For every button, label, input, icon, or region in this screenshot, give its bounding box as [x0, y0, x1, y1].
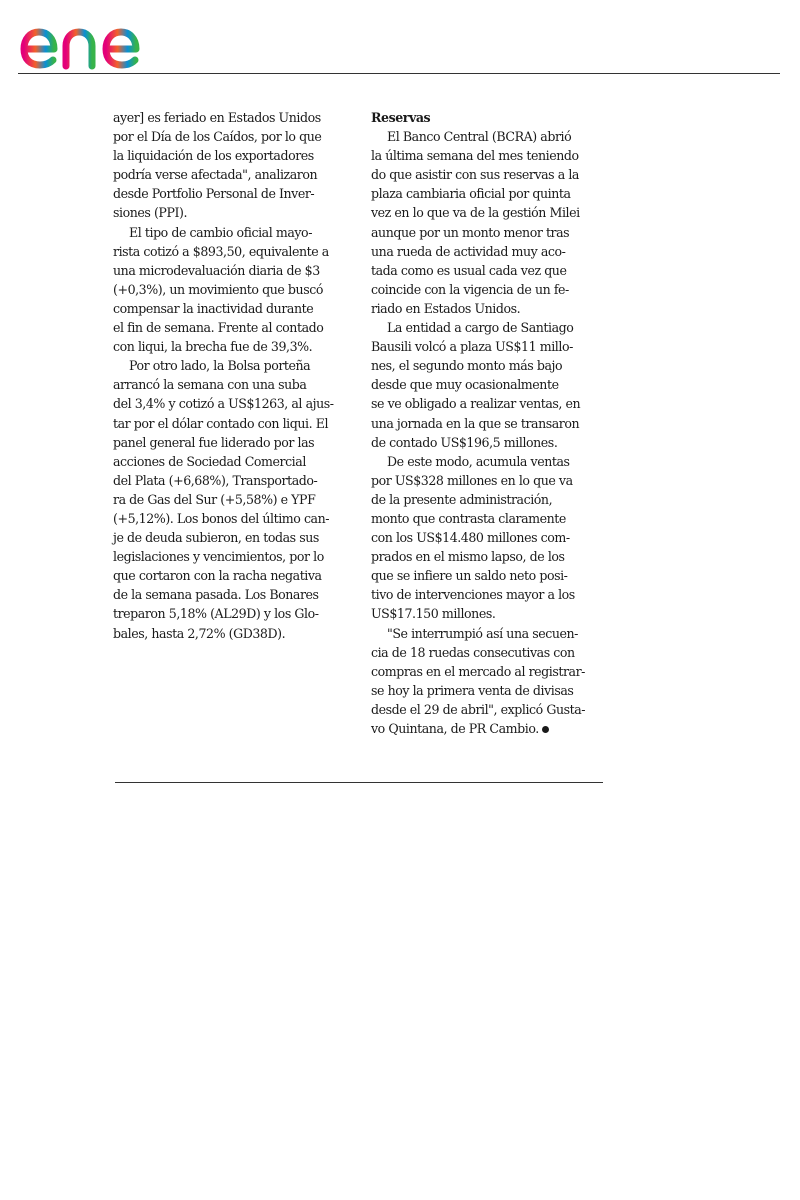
article-paragraph: Por otro lado, la Bolsa porteña arrancó la semana con una suba del 3,4% y cotizó a US$1263, al ajus- tar por el dólar contado con liqui. El panel general fue liderado por las acciones de Sociedad Comercial del Plata (+6,68%), Transportado- ra de Gas del Sur (+5,58%) e YPF (+5,12%). Los bonos del último can- je de deuda subieron, en todas sus legislaciones y vencimientos, por lo que cortaron con la racha negativa de la semana pasada. Los Bonares treparon 5,18% (AL29D) y los Glo- bales, hasta 2,72% (GD38D).	[113, 358, 334, 641]
article-paragraph-last	[371, 624, 601, 739]
article-column-left	[113, 108, 343, 643]
article-paragraph: El Banco Central (BCRA) abrió la última semana del mes teniendo do que asistir con sus reservas a la plaza cambiaria oficial por quinta vez en lo que va de la gestión Milei aunque por un monto menor tras una rueda de actividad muy aco- tada como es usual cada vez que coincide con la vigencia de un fe- riado en Estados Unidos.	[371, 129, 580, 316]
article-paragraph: De este modo, acumula ventas por US$328 millones en lo que va de la presente administración, monto que contrasta claramente con los US$14.480 millones com- prados en el mismo lapso, de los que se infiere un saldo neto posi- tivo de intervenciones mayor a los US$17.150 millones.	[371, 453, 575, 622]
enel-logo	[16, 8, 181, 72]
article-paragraph: ayer] es feriado en Estados Unidos por el Día de los Caídos, por lo que la liquidación de los exportadores podría verse afectada", analizaron desde Portfolio Personal de Inver- siones (PPI).	[113, 110, 322, 221]
end-of-article-icon	[542, 726, 549, 733]
article-bottom-divider	[115, 782, 603, 783]
article-column-right	[371, 108, 601, 738]
section-subhead: Reservas	[371, 110, 431, 125]
article-paragraph: El tipo de cambio oficial mayo- rista cotizó a $893,50, equivalente a una microdevaluación diaria de $3 (+0,3%), un movimiento que buscó compensar la inactividad durante el fin de semana. Frente al contado con liqui, la brecha fue de 39,3%.	[113, 224, 329, 355]
article-last-text: "Se interrumpió así una secuen- cia de 18 ruedas consecutivas con compras en el mercado al registrar- se hoy la primera venta de divisas desde el 29 de abril", explicó Gusta- vo Quintana, de PR Cambio.	[371, 625, 586, 736]
article-paragraph: La entidad a cargo de Santiago Bausili volcó a plaza US$11 millo- nes, el segundo monto más bajo desde que muy ocasionalmente se ve obligado a realizar ventas, en una jornada en la que se transaron de contado US$196,5 millones.	[371, 320, 581, 450]
header-divider	[18, 73, 780, 74]
